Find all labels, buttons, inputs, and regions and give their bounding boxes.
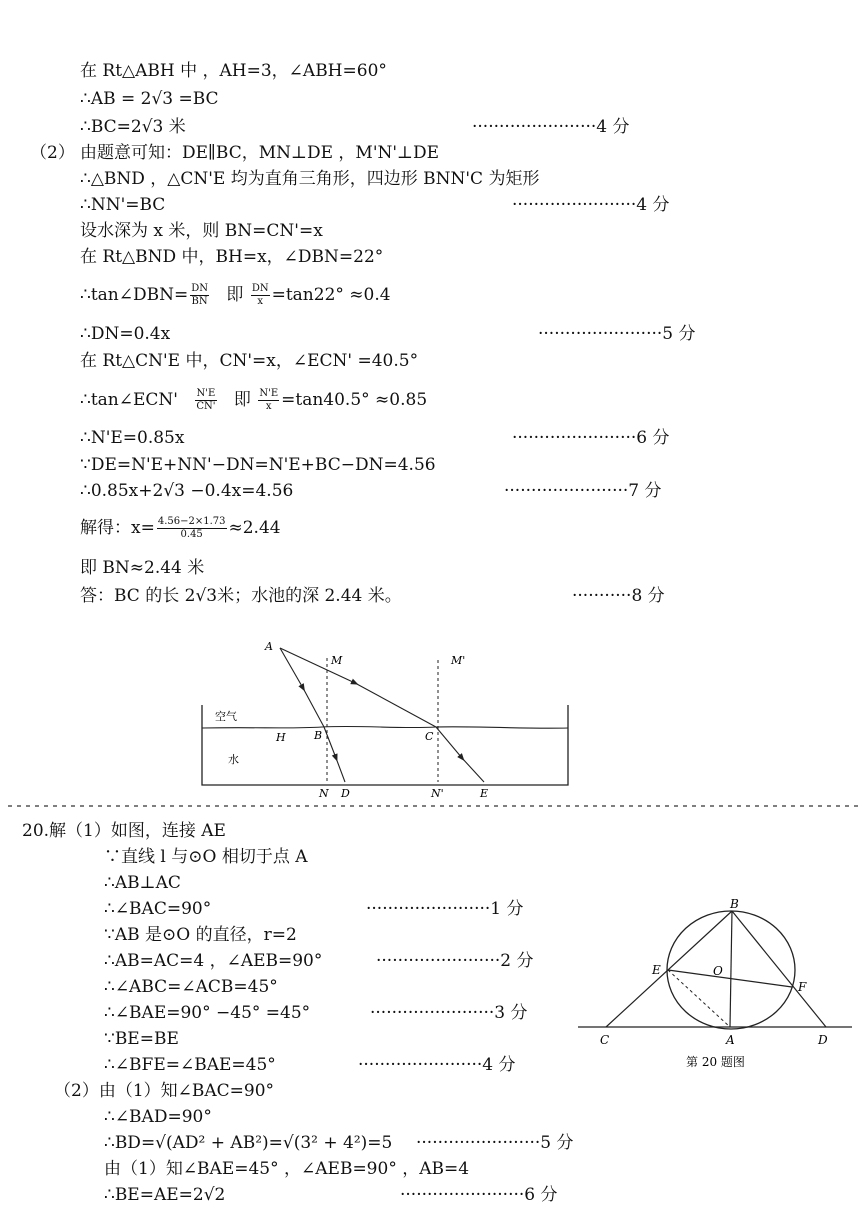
label-o: O (713, 964, 723, 978)
tan-dbn-text: ∴tan∠DBN= (80, 285, 189, 305)
q19-line-1: 在 Rt△ABH 中 ，AH=3，∠ABH=60° (80, 61, 387, 81)
part-2-label: （2） (30, 143, 75, 163)
label-f: F (798, 980, 807, 994)
score-5: ·······················5 分 (538, 324, 696, 344)
score-1: ·······················1 分 (366, 899, 524, 919)
fraction-numerator: 4.56−2×1.73 (157, 516, 226, 527)
label-m-prime: M' (451, 654, 466, 667)
score-6: ·······················6 分 (512, 428, 670, 448)
fraction-numerator: DN (191, 283, 208, 294)
q20-line-1: 20.解（1）如图，连接 AE (22, 821, 226, 841)
q19-2-line-2: ∴△BND ，△CN'E 均为直角三角形，四边形 BNN'C 为矩形 (80, 169, 540, 189)
score-5b: ·······················5 分 (416, 1133, 574, 1153)
fraction-numerator: N'E (196, 388, 216, 399)
tank-outline (202, 705, 568, 785)
q20-line-11: （2）由（1）知∠BAC=90° (54, 1081, 275, 1101)
q19-2-line-4: 设水深为 x 米，则 BN=CN'=x (80, 221, 323, 241)
label-a: A (265, 640, 273, 653)
q19-2-line-12: ∴0.85x+2√3 −0.4x=4.56 (80, 481, 294, 501)
water-surface (202, 726, 568, 728)
ray-ac (280, 648, 355, 683)
q20-line-12: ∴∠BAD=90° (104, 1107, 212, 1127)
q19-line-2: ∴AB = 2√3 =BC (80, 89, 219, 109)
label-n-prime: N' (431, 787, 444, 800)
tan40-text: =tan40.5° ≈0.85 (281, 390, 428, 410)
label-c2: C (600, 1033, 610, 1047)
segment-ef (668, 970, 792, 987)
q20-line-8: ∴∠BAE=90° −45° =45° (104, 1003, 311, 1023)
label-water: 水 (228, 753, 239, 766)
ray-ab-rest (303, 688, 324, 727)
label-d: D (341, 787, 350, 800)
q19-2-line-8: 在 Rt△CN'E 中，CN'=x，∠ECN' =40.5° (80, 351, 419, 371)
score-4b: ·······················4 分 (512, 195, 670, 215)
label-e2: E (652, 963, 661, 977)
solve-text: 解得：x= (80, 518, 155, 538)
figure-caption: 第 20 题图 (686, 1055, 745, 1069)
ray-ce (436, 727, 462, 758)
q19-2-line-10: ∴N'E=0.85x (80, 428, 185, 448)
label-air: 空气 (215, 710, 237, 723)
score-3: ·······················3 分 (370, 1003, 528, 1023)
approx-text: ≈2.44 (228, 518, 281, 538)
q20-line-3: ∴AB⊥AC (104, 873, 181, 893)
q20-line-5: ∵AB 是⊙O 的直径，r=2 (104, 925, 297, 945)
label-m: M (331, 654, 343, 667)
q20-line-15: ∴BE=AE=2√2 (104, 1185, 226, 1205)
score-4: ·······················4 分 (358, 1055, 516, 1075)
q20-line-13: ∴BD=√(AD² + AB²)=√(3² + 4²)=5 (104, 1133, 393, 1153)
ji-text: 即 (233, 390, 251, 410)
score-8: ···········8 分 (572, 586, 665, 606)
segment-ab (730, 911, 732, 1027)
label-n: N (319, 787, 329, 800)
label-a2: A (726, 1033, 735, 1047)
score-4a: ·······················4 分 (472, 117, 630, 137)
q20-line-9: ∵BE=BE (104, 1029, 179, 1049)
q20-line-7: ∴∠ABC=∠ACB=45° (104, 977, 278, 997)
ray-ab (280, 648, 303, 688)
q19-line-3: ∴BC=2√3 米 (80, 117, 186, 137)
ray-bd (324, 727, 336, 758)
ray-ce-rest (462, 758, 484, 782)
fraction-denominator: 0.45 (180, 529, 203, 540)
label-b: B (314, 729, 323, 742)
q19-2-line-5: 在 Rt△BND 中，BH=x，∠DBN=22° (80, 247, 384, 267)
label-e: E (480, 787, 489, 800)
label-b2: B (730, 897, 739, 911)
score-7: ·······················7 分 (504, 481, 662, 501)
label-d2: D (818, 1033, 828, 1047)
fraction-denominator: x (257, 296, 264, 307)
fraction-numerator: N'E (259, 388, 279, 399)
q19-2-line-7: ∴DN=0.4x (80, 324, 171, 344)
tan22-text: =tan22° ≈0.4 (271, 285, 391, 305)
fraction-denominator: BN (191, 296, 208, 307)
fraction-denominator: x (265, 401, 272, 412)
score-6b: ·······················6 分 (400, 1185, 558, 1205)
label-c: C (425, 730, 434, 743)
segment-ea (668, 970, 730, 1027)
q19-2-line-15: 答：BC 的长 2√3米；水池的深 2.44 米。 (80, 586, 402, 606)
q19-2-line-1: 由题意可知：DE∥BC，MN⊥DE ，M'N'⊥DE (80, 143, 440, 163)
q19-2-line-14: 即 BN≈2.44 米 (80, 558, 205, 578)
ray-ac-rest (355, 683, 436, 727)
circle-figure (570, 890, 860, 1080)
ray-bd-rest (336, 758, 345, 782)
score-2: ·······················2 分 (376, 951, 534, 971)
q20-line-2: ∵直线 l 与⊙O 相切于点 A (104, 847, 308, 867)
label-h: H (276, 731, 286, 744)
q20-line-6: ∴AB=AC=4 ，∠AEB=90° (104, 951, 323, 971)
tan-ecn-text: ∴tan∠ECN' (80, 390, 178, 410)
q19-2-line-11: ∵DE=N'E+NN'−DN=N'E+BC−DN=4.56 (80, 455, 436, 475)
q19-2-line-3: ∴NN'=BC (80, 195, 166, 215)
q20-line-14: 由（1）知∠BAE=45° ，∠AEB=90° ，AB=4 (104, 1159, 470, 1179)
q20-line-4: ∴∠BAC=90° (104, 899, 212, 919)
ji-text: 即 (226, 285, 244, 305)
q20-line-10: ∴∠BFE=∠BAE=45° (104, 1055, 276, 1075)
fraction-numerator: DN (251, 283, 269, 294)
fraction-denominator: CN' (196, 401, 216, 412)
